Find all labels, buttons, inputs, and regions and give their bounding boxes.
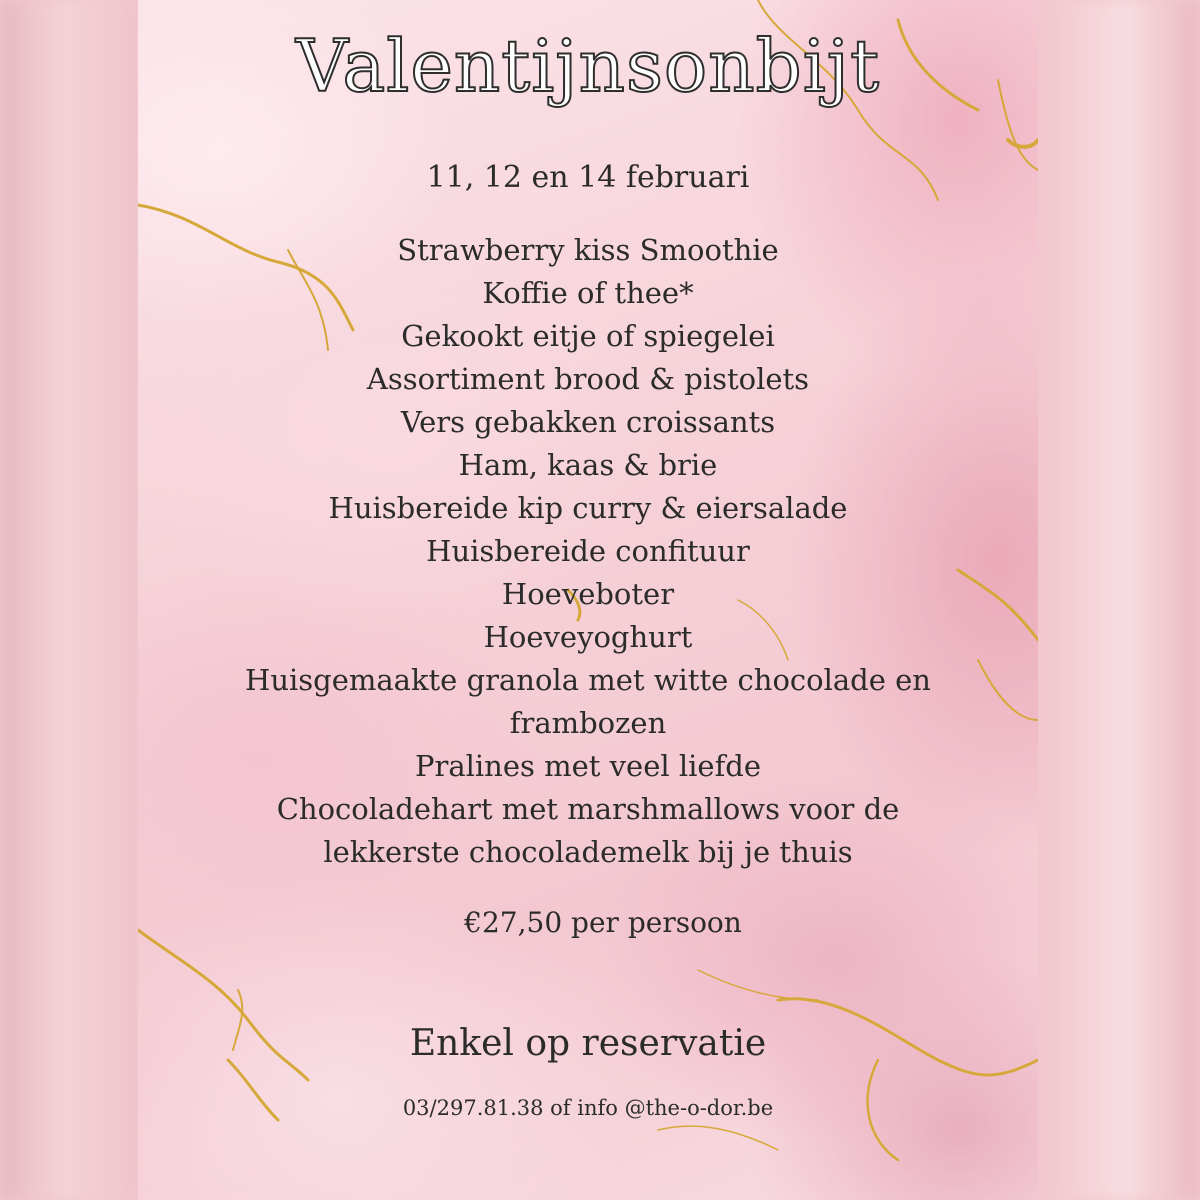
flyer-content [138, 0, 1038, 1200]
menu-item: Huisbereide confituur [426, 534, 750, 568]
menu-item: Hoeveyoghurt [483, 620, 693, 654]
blurred-right-border [1038, 0, 1200, 1200]
menu-item: Chocoladehart met marshmallows voor de lekkerste chocolademelk bij je thuis [276, 792, 900, 869]
reservation-note: Enkel op reservatie [409, 1023, 767, 1064]
menu-item: Huisgemaakte granola met witte chocolade en frambozen [245, 663, 931, 740]
breakfast-menu-list [138, 229, 1038, 874]
menu-item: Gekookt eitje of spiegelei [401, 319, 775, 353]
price-per-person: €27,50 per persoon [464, 906, 742, 939]
flyer-title: Valentijnsonbijt [295, 24, 881, 108]
contact-info: 03/297.81.38 of info @the-o-dor.be [402, 1096, 774, 1120]
menu-item: Assortiment brood & pistolets [366, 362, 810, 396]
blurred-left-border [0, 0, 140, 1200]
valentine-breakfast-flyer [138, 0, 1038, 1200]
menu-item: Pralines met veel liefde [414, 749, 762, 783]
menu-item: Huisbereide kip curry & eiersalade [328, 491, 848, 525]
menu-item: Ham, kaas & brie [458, 448, 718, 482]
menu-item: Hoeveboter [501, 577, 675, 611]
menu-item: Strawberry kiss Smoothie [397, 233, 779, 267]
menu-item: Vers gebakken croissants [400, 405, 776, 439]
menu-item: Koffie of thee* [482, 276, 694, 310]
event-dates: 11, 12 en 14 februari [426, 160, 750, 195]
